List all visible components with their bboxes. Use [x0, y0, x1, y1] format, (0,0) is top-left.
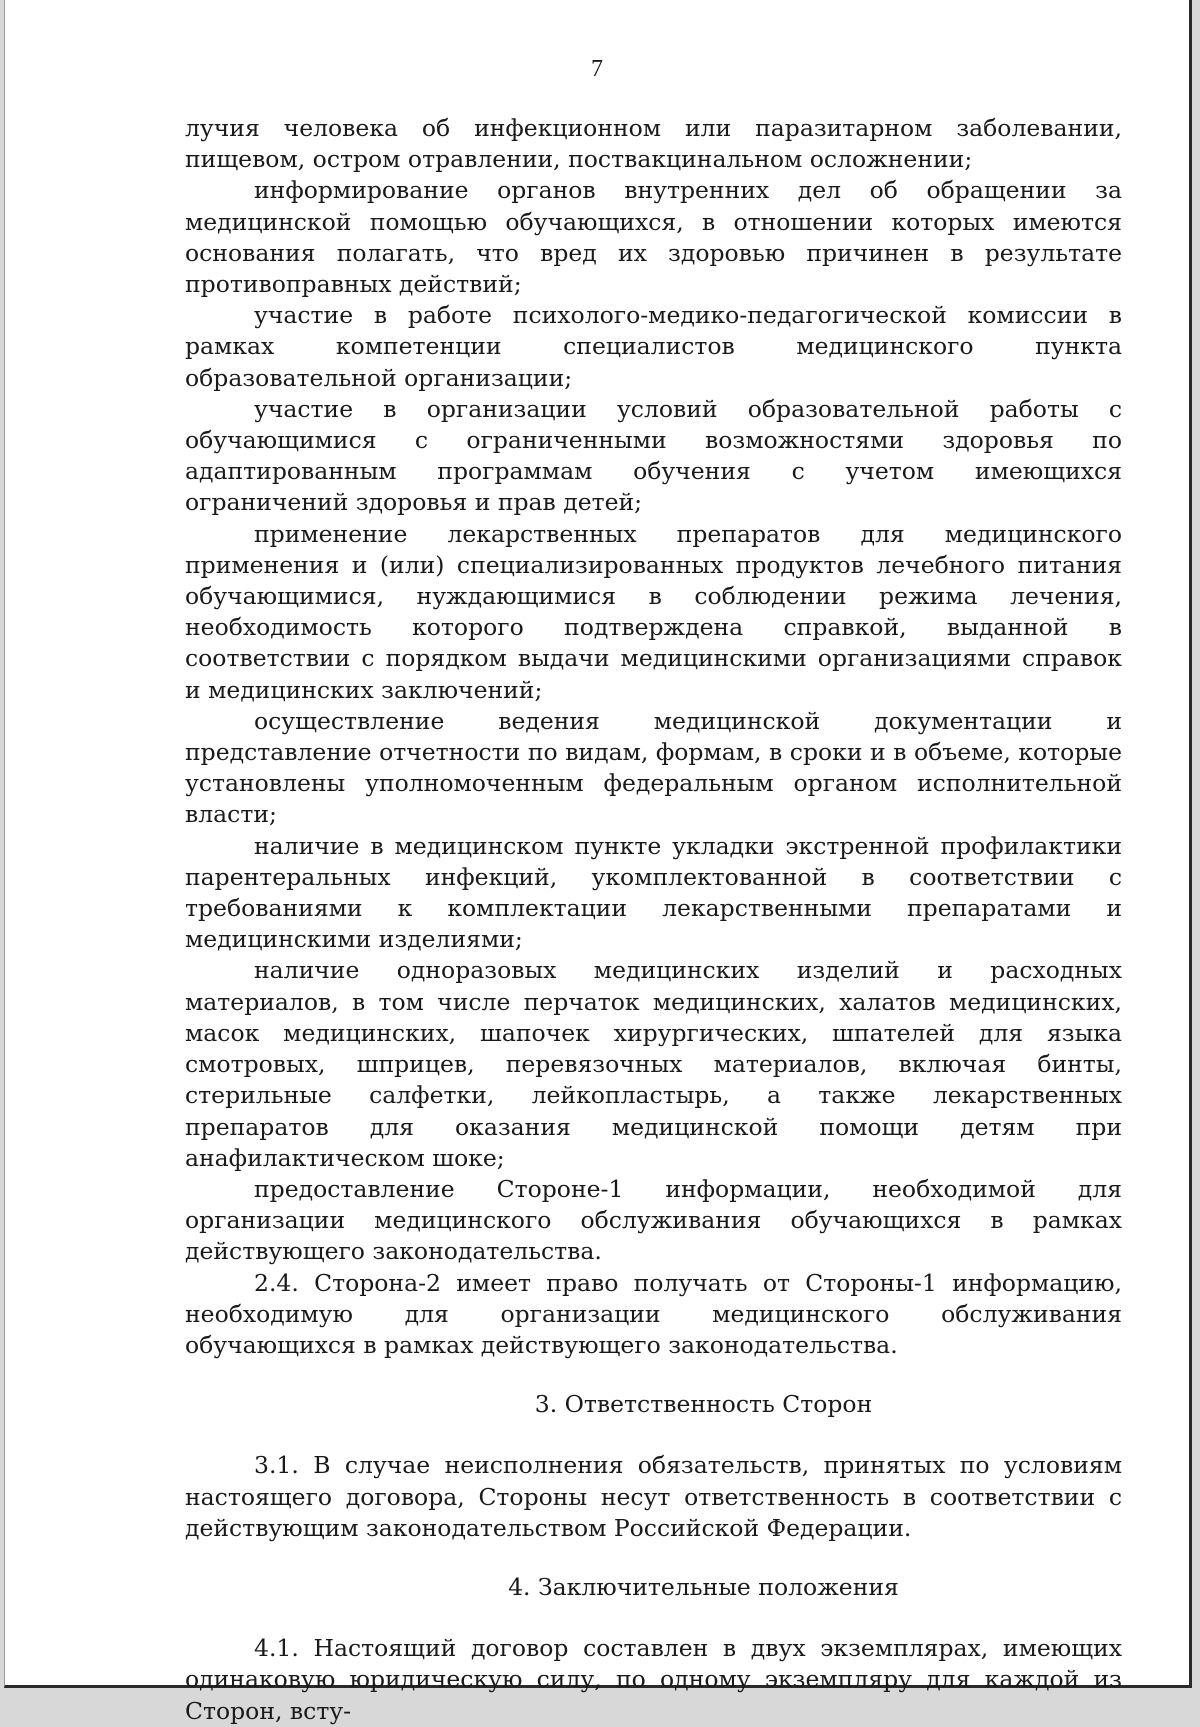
- paragraph-pmpk-commission: участие в работе психолого-медико-педагогической комиссии в рамках компетенции специалистов медицинского пункта образовательной организации;: [185, 301, 1122, 392]
- paragraph-disposable-supplies: наличие одноразовых медицинских изделий и расходных материалов, в том числе перчаток медицинских, халатов медицинских, масок медицинских, шапочек хирургических, шпателей для языка смотровых, шприцев, перевязочных материалов, включая бинты, стерильные салфетки, лейкопластырь, а также лекарственных препаратов для оказания медицинской помощи детям при анафилактическом шоке;: [185, 956, 1122, 1172]
- paragraph-medication-use: применение лекарственных препаратов для медицинского применения и (или) специализированных продуктов лечебного питания обучающимися, нуждающимися в соблюдении режима лечения, необходимость которого подтверждена справкой, выданной в соответствии с порядком выдачи медицинскими организациями справок и медицинских заключений;: [185, 519, 1122, 704]
- paragraph-emergency-kit: наличие в медицинском пункте укладки экстренной профилактики парентеральных инфекций, укомплектованной в соответствии с требованиями к комплектации лекарственными препаратами и медицинскими изделиями;: [185, 831, 1122, 954]
- spacer: [185, 1544, 1122, 1572]
- paragraph-inform-police: информирование органов внутренних дел об обращении за медицинской помощью обучающихся, в отношении которых имеются основания полагать, что вред их здоровью причинен в результате противоправных действий;: [185, 176, 1122, 299]
- paragraph-clause-4-1: 4.1. Настоящий договор составлен в двух экземплярах, имеющих одинаковую юридическую силу, по одному экземпляру для каждой из Сторон, всту-: [185, 1634, 1122, 1725]
- document-body: [185, 113, 1122, 1727]
- paragraph-special-needs: участие в организации условий образовательной работы с обучающимися с ограниченными возможностями здоровья по адаптированным программам обучения с учетом имеющихся ограничений здоровья и прав детей;: [185, 394, 1122, 517]
- spacer: [185, 1420, 1122, 1450]
- section-heading-3: 3. Ответственность Сторон: [534, 1390, 873, 1419]
- paragraph-continuation: лучия человека об инфекционном или паразитарном заболевании, пищевом, остром отравлении, поствакцинальном осложнении;: [185, 114, 1122, 174]
- spacer: [185, 1361, 1122, 1389]
- spacer: [185, 1603, 1122, 1633]
- section-heading-4: 4. Заключительные положения: [508, 1572, 899, 1601]
- paragraph-medical-records: осуществление ведения медицинской документации и представление отчетности по видам, формам, в сроки и в объеме, которые установлены уполномоченным федеральным органом исполнительной власти;: [185, 706, 1122, 829]
- paragraph-clause-3-1: 3.1. В случае неисполнения обязательств, принятых по условиям настоящего договора, Стороны несут ответственность в соответствии с действующим законодательством Российской Федерации.: [185, 1451, 1122, 1542]
- document-page: [4, 0, 1192, 1725]
- page-number: 7: [591, 56, 603, 82]
- paragraph-clause-2-4: 2.4. Сторона-2 имеет право получать от Стороны-1 информацию, необходимую для организации медицинского обслуживания обучающихся в рамках действующего законодательства.: [185, 1268, 1122, 1359]
- paragraph-provide-info: предоставление Стороне-1 информации, необходимой для организации медицинского обслуживания обучающихся в рамках действующего законодательства.: [185, 1174, 1122, 1266]
